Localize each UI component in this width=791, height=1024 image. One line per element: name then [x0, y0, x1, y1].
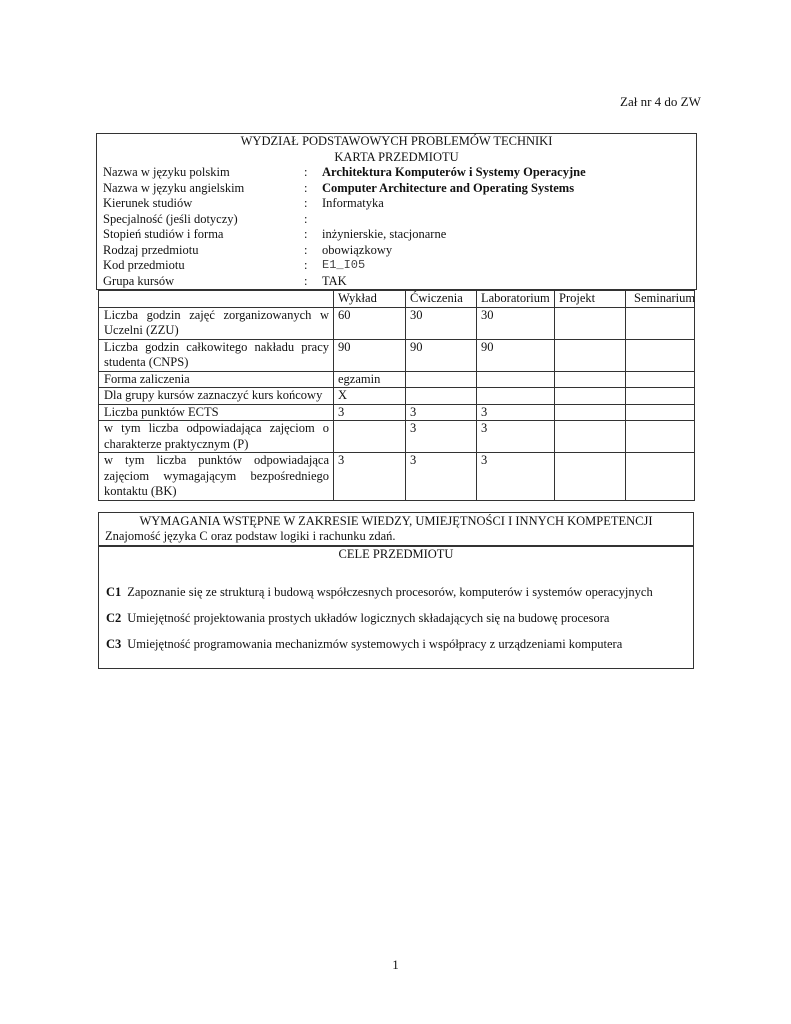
table-cell	[626, 388, 695, 405]
table-cell: 3	[477, 404, 555, 421]
goal-text: Umiejętność programowania mechanizmów systemowych i współpracy z urządzeniami komputera	[127, 637, 623, 651]
column-header-lecture: Wykład	[334, 291, 406, 308]
info-label: Grupa kursów	[103, 273, 175, 288]
table-cell: 30	[406, 307, 477, 339]
course-header-box	[96, 133, 697, 290]
table-cell	[334, 421, 406, 453]
row-label: Dla grupy kursów zaznaczyć kurs końcowy	[99, 388, 334, 405]
table-row	[99, 453, 695, 501]
info-value: Informatyka	[322, 196, 384, 210]
table-cell	[477, 388, 555, 405]
table-row	[99, 307, 695, 339]
hours-table	[98, 290, 695, 501]
goals-title: CELE PRZEDMIOTU	[338, 547, 454, 561]
table-corner-cell	[99, 291, 334, 308]
goals-box	[98, 546, 694, 669]
row-label: Forma zaliczenia	[99, 371, 334, 388]
info-separator: :	[304, 258, 308, 272]
row-label: w tym liczba odpowiadająca zajęciom o charakterze praktycznym (P)	[99, 421, 334, 453]
column-header-exercises: Ćwiczenia	[406, 291, 477, 308]
info-separator: :	[304, 196, 308, 210]
table-header-row	[99, 291, 695, 308]
table-cell	[555, 388, 626, 405]
table-cell	[626, 371, 695, 388]
row-label: Liczba punktów ECTS	[99, 404, 334, 421]
goal-id: C1	[106, 585, 122, 599]
info-value: Architektura Komputerów i Systemy Operacyjne	[322, 165, 586, 179]
table-cell: 3	[477, 421, 555, 453]
table-cell	[555, 453, 626, 501]
column-header-project: Projekt	[555, 291, 626, 308]
table-cell: 30	[477, 307, 555, 339]
table-cell	[626, 307, 695, 339]
card-title: KARTA PRZEDMIOTU	[334, 149, 459, 164]
row-label: Liczba godzin całkowitego nakładu pracy studenta (CNPS)	[99, 339, 334, 371]
table-cell: 90	[334, 339, 406, 371]
info-label: Specjalność (jeśli dotyczy)	[103, 211, 238, 226]
table-cell: egzamin	[334, 371, 406, 388]
info-separator: :	[304, 211, 308, 226]
goal-text: Zapoznanie się ze strukturą i budową współczesnych procesorów, komputerów i systemów operacyjnych	[127, 585, 653, 599]
table-row	[99, 388, 695, 405]
table-cell	[555, 404, 626, 421]
goal-id: C3	[106, 637, 122, 651]
table-cell: 3	[406, 404, 477, 421]
goal-text: Umiejętność projektowania prostych układów logicznych składających się na budowę procesora	[127, 611, 610, 625]
requirements-box	[98, 512, 694, 546]
table-cell	[406, 371, 477, 388]
info-label: Nazwa w języku angielskim	[103, 180, 245, 195]
info-label: Nazwa w języku polskim	[103, 165, 230, 179]
table-row	[99, 421, 695, 453]
table-cell: 3	[334, 404, 406, 421]
column-header-laboratory: Laboratorium	[477, 291, 555, 308]
table-cell	[555, 371, 626, 388]
info-separator: :	[304, 165, 308, 179]
table-cell	[477, 371, 555, 388]
table-cell	[406, 388, 477, 405]
table-cell	[626, 404, 695, 421]
table-cell: 90	[477, 339, 555, 371]
column-header-seminar: Seminarium	[626, 291, 695, 308]
table-row	[99, 339, 695, 371]
info-separator: :	[304, 227, 308, 241]
info-label: Kierunek studiów	[103, 196, 193, 210]
info-separator: :	[304, 273, 308, 288]
table-cell: 3	[406, 421, 477, 453]
info-label: Kod przedmiotu	[103, 258, 185, 272]
table-cell	[626, 339, 695, 371]
table-cell	[555, 307, 626, 339]
faculty-title: WYDZIAŁ PODSTAWOWYCH PROBLEMÓW TECHNIKI	[240, 134, 553, 148]
table-cell	[626, 421, 695, 453]
requirements-title: WYMAGANIA WSTĘPNE W ZAKRESIE WIEDZY, UMIEJĘTNOŚCI I INNYCH KOMPETENCJI	[139, 514, 653, 528]
page-number: 1	[392, 957, 399, 972]
table-cell: 3	[406, 453, 477, 501]
table-cell	[626, 453, 695, 501]
goal-item-c1	[106, 585, 653, 600]
table-cell: 3	[334, 453, 406, 501]
info-label: Stopień studiów i forma	[103, 227, 224, 241]
info-value: obowiązkowy	[322, 242, 393, 257]
info-label: Rodzaj przedmiotu	[103, 242, 199, 257]
table-cell	[555, 421, 626, 453]
table-row	[99, 404, 695, 421]
info-value: E1_I05	[322, 258, 366, 272]
row-label: Liczba godzin zajęć zorganizowanych w Uczelni (ZZU)	[99, 307, 334, 339]
info-value: Computer Architecture and Operating Systems	[322, 180, 575, 195]
info-value: TAK	[322, 273, 347, 288]
info-value: inżynierskie, stacjonarne	[322, 227, 447, 241]
table-cell: 3	[477, 453, 555, 501]
info-separator: :	[304, 242, 308, 257]
goal-id: C2	[106, 611, 122, 625]
table-cell: 90	[406, 339, 477, 371]
info-separator: :	[304, 180, 308, 195]
goal-item-c2	[106, 611, 609, 626]
table-cell	[555, 339, 626, 371]
table-row	[99, 371, 695, 388]
requirements-text: Znajomość języka C oraz podstaw logiki i rachunku zdań.	[105, 529, 396, 543]
attachment-label: Zał nr 4 do ZW	[620, 94, 701, 109]
table-cell: 60	[334, 307, 406, 339]
table-cell: X	[334, 388, 406, 405]
row-label: w tym liczba punktów odpowiadająca zajęciom wymagającym bezpośredniego kontaktu (BK)	[99, 453, 334, 501]
goal-item-c3	[106, 637, 622, 652]
